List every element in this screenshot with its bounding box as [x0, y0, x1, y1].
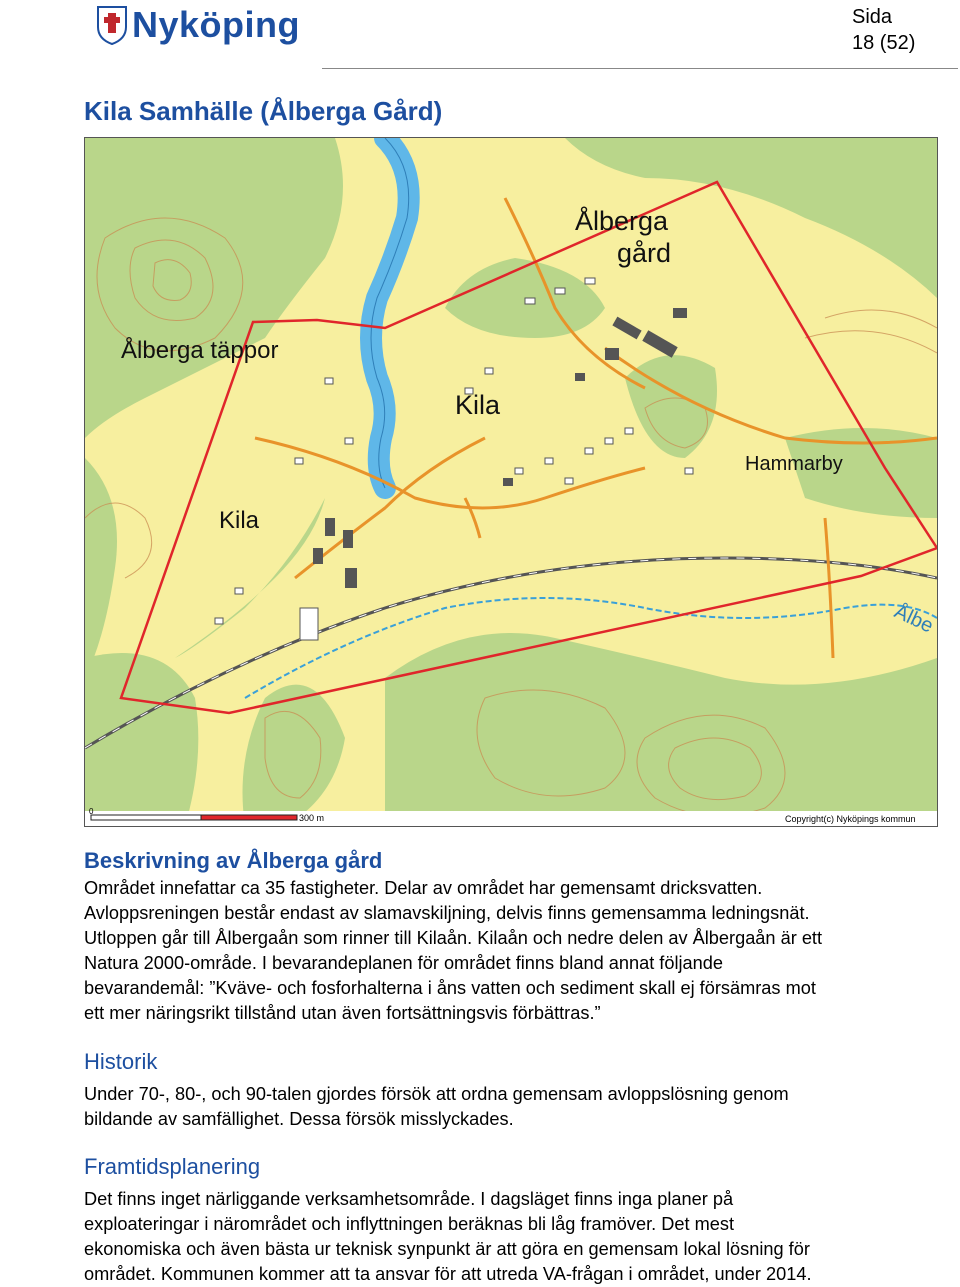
- heading-historik: Historik: [84, 1049, 158, 1074]
- text-line: området. Kommunen kommer att ta ansvar för att utreda VA-frågan i området, under 2014.: [84, 1264, 812, 1284]
- text-line: Natura 2000-område. I bevarandeplanen för området finns bland annat följande: [84, 953, 724, 973]
- page-header: [0, 0, 960, 70]
- paragraph-historik: [84, 1082, 946, 1132]
- text-line: Området innefattar ca 35 fastigheter. Delar av området har gemensamt dricksvatten.: [84, 878, 763, 898]
- text-line: Utloppen går till Ålbergaån som rinner till Kilaån. Kilaån och nedre delen av Ålbergaån är ett: [84, 928, 823, 948]
- area-map: [84, 137, 938, 827]
- scale-end: 300 m: [299, 813, 325, 823]
- brand-name: Nyköping: [132, 4, 301, 45]
- municipal-crest-icon: [96, 5, 128, 45]
- text-line: Avloppsreningen består endast av slamavskiljning, delvis finns gemensamma ledningsnät.: [84, 903, 810, 923]
- text-line: ett mer näringsrikt tillstånd utan även fortsättningsvis förbättras.”: [84, 1003, 601, 1023]
- map-copyright: Copyright(c) Nyköpings kommun: [785, 814, 916, 824]
- map-label-alberga: Ålberga: [575, 206, 669, 236]
- heading-beskrivning: Beskrivning av Ålberga gård: [84, 848, 383, 873]
- paragraph-framtidsplanering: [84, 1187, 946, 1287]
- text-line: exploateringar i närområdet och inflyttningen beräknas bli låg framöver. Det mest: [84, 1214, 735, 1234]
- roads: [255, 198, 937, 658]
- map-label-alberga-tappor: Ålberga täppor: [121, 337, 279, 364]
- map-label-gard: gård: [617, 238, 672, 268]
- text-line: Under 70-, 80-, och 90-talen gjordes försök att ordna gemensam avloppslösning genom: [84, 1084, 789, 1104]
- page-title: Kila Samhälle (Ålberga Gård): [84, 96, 443, 126]
- text-line: Det finns inget närliggande verksamhetsområde. I dagsläget finns inga planer på: [84, 1189, 734, 1209]
- map-drawing: [85, 138, 937, 826]
- text-line: bildande av samfällighet. Dessa försök misslyckades.: [84, 1109, 514, 1129]
- page-label: Sida: [852, 6, 893, 28]
- map-label-kila-west: Kila: [219, 507, 260, 534]
- paragraph-beskrivning: [84, 876, 946, 1026]
- text-line: ekonomiska och även bästa ur teknisk synpunkt är att göra en gemensam lokal lösning för: [84, 1239, 810, 1259]
- page-indicator: [852, 4, 915, 56]
- scale-zero: 0: [89, 807, 94, 816]
- map-label-hammarby: Hammarby: [745, 453, 843, 475]
- small-houses: [215, 278, 693, 640]
- text-line: bevarandemål: ”Kväve- och fosforhalterna i åns vatten och sediment skall ej försämras mot: [84, 978, 816, 998]
- map-label-kila-center: Kila: [455, 390, 501, 420]
- nykoping-logo: [96, 4, 300, 46]
- page-number: 18 (52): [852, 32, 916, 54]
- heading-framtidsplanering: Framtidsplanering: [84, 1154, 261, 1179]
- map-label-albergaan: Ålbe: [890, 600, 937, 638]
- kilaan-river: [371, 138, 409, 488]
- header-divider: [322, 68, 958, 69]
